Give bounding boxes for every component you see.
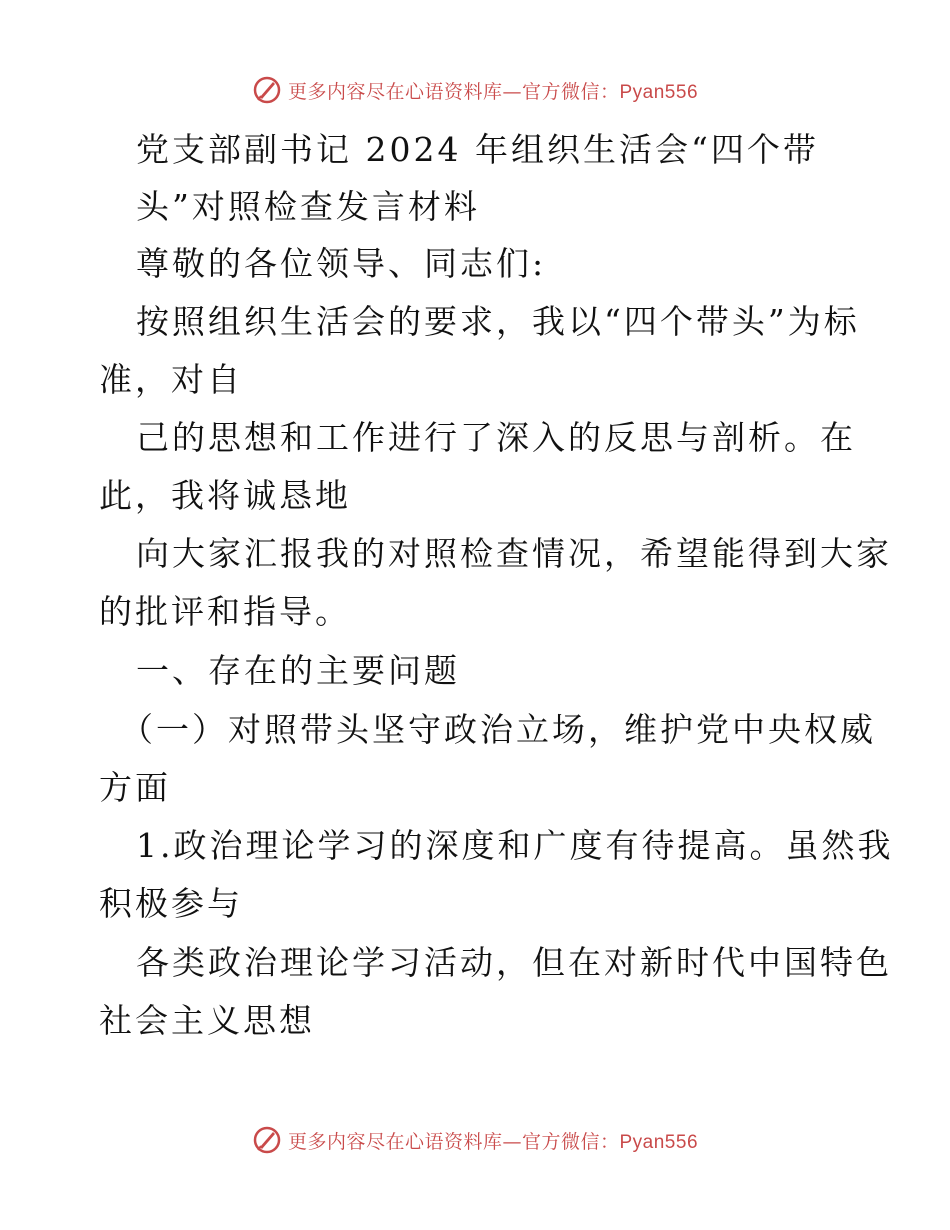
item-1-line-3: 各类政治理论学习活动，但在对新时代中国特色 (136, 943, 892, 982)
subsection-heading-1-line-1: （一）对照带头坚守政治立场，维护党中央权威 (120, 710, 876, 749)
paragraph-3-line-1: 向大家汇报我的对照检查情况，希望能得到大家 (136, 534, 892, 573)
paragraph-1-line-2: 准，对自 (99, 360, 243, 399)
paragraph-1-line-1: 按照组织生活会的要求，我以“四个带头”为标 (136, 302, 860, 341)
paragraph-2-line-2: 此，我将诚恳地 (99, 476, 351, 515)
footer-banner (0, 1120, 950, 1160)
paragraph-3-line-2: 的批评和指导。 (99, 592, 351, 631)
item-1-line-4: 社会主义思想 (99, 1001, 315, 1040)
footer-banner-text: 更多内容尽在心语资料库—官方微信：Pyan556 (287, 1130, 699, 1153)
feather-pen-logo-icon (252, 1125, 282, 1155)
item-1-line-2: 积极参与 (99, 884, 243, 923)
header-banner-text: 更多内容尽在心语资料库—官方微信：Pyan556 (287, 80, 699, 103)
salutation: 尊敬的各位领导、同志们: (136, 244, 547, 283)
subsection-heading-1-line-2: 方面 (99, 768, 171, 807)
paragraph-2-line-1: 己的思想和工作进行了深入的反思与剖析。在 (136, 418, 856, 457)
document-title-line-1: 党支部副书记 2024 年组织生活会“四个带 (136, 130, 819, 169)
document-title-line-2: 头”对照检查发言材料 (136, 187, 480, 226)
header-banner-wechat-id: Pyan556 (619, 81, 699, 103)
section-heading-1: 一、存在的主要问题 (136, 651, 460, 690)
footer-banner-wechat-id: Pyan556 (619, 1131, 699, 1153)
item-1-line-1: 1.政治理论学习的深度和广度有待提高。虽然我 (136, 826, 894, 865)
